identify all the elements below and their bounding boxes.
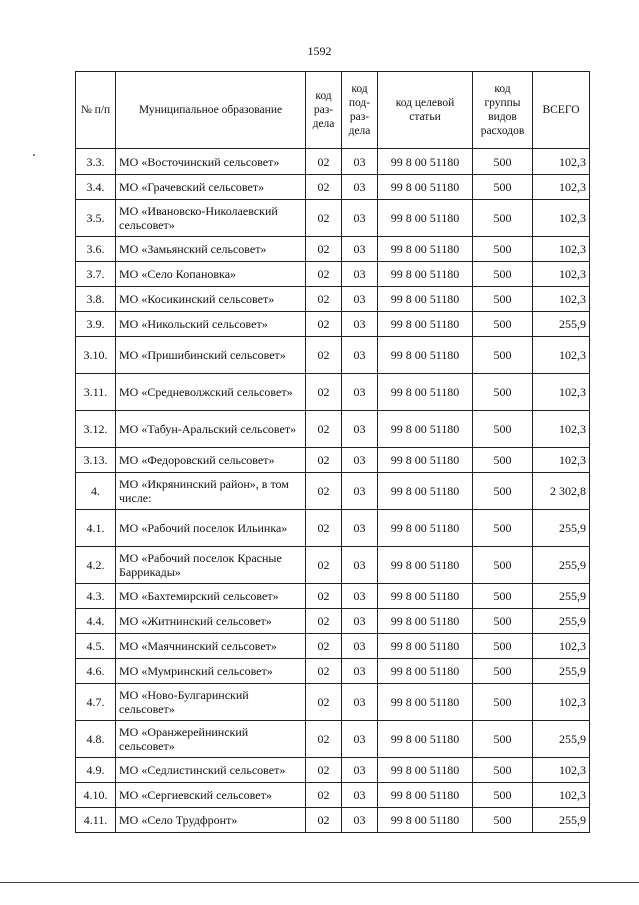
table-row: [76, 175, 590, 200]
row-total: 255,9: [533, 510, 590, 547]
row-subsection: 03: [342, 175, 378, 200]
row-section: 02: [306, 473, 342, 510]
row-num: 3.9.: [76, 312, 116, 337]
row-name: МО «Житнинский сельсовет»: [116, 609, 306, 634]
row-name: МО «Сергиевский сельсовет»: [116, 783, 306, 808]
row-group: 500: [473, 510, 533, 547]
row-target: 99 8 00 51180: [378, 659, 473, 684]
row-name: МО «Средневолжский сельсовет»: [116, 374, 306, 411]
row-total: 102,3: [533, 262, 590, 287]
row-name: МО «Пришибинский сельсовет»: [116, 337, 306, 374]
row-name: МО «Мумринский сельсовет»: [116, 659, 306, 684]
row-subsection: 03: [342, 374, 378, 411]
row-subsection: 03: [342, 337, 378, 374]
header-name: Муниципальное образование: [116, 72, 306, 149]
row-num: 3.5.: [76, 200, 116, 237]
table-row: [76, 473, 590, 510]
row-group: 500: [473, 808, 533, 833]
row-group: 500: [473, 473, 533, 510]
row-target: 99 8 00 51180: [378, 473, 473, 510]
row-name: МО «Восточинский сельсовет»: [116, 149, 306, 175]
table-row: [76, 634, 590, 659]
row-section: 02: [306, 287, 342, 312]
table-row: [76, 200, 590, 237]
row-num: 4.2.: [76, 547, 116, 584]
row-section: 02: [306, 584, 342, 609]
row-name: МО «Икрянинский район», в том числе:: [116, 473, 306, 510]
row-total: 102,3: [533, 237, 590, 262]
row-total: 255,9: [533, 808, 590, 833]
row-section: 02: [306, 262, 342, 287]
row-target: 99 8 00 51180: [378, 312, 473, 337]
row-section: 02: [306, 684, 342, 721]
row-section: 02: [306, 808, 342, 833]
row-subsection: 03: [342, 547, 378, 584]
row-section: 02: [306, 547, 342, 584]
row-group: 500: [473, 262, 533, 287]
row-num: 3.12.: [76, 411, 116, 448]
row-total: 102,3: [533, 200, 590, 237]
row-total: 255,9: [533, 584, 590, 609]
row-subsection: 03: [342, 783, 378, 808]
row-group: 500: [473, 337, 533, 374]
row-target: 99 8 00 51180: [378, 547, 473, 584]
row-num: 3.8.: [76, 287, 116, 312]
row-section: 02: [306, 634, 342, 659]
row-num: 4.: [76, 473, 116, 510]
row-section: 02: [306, 237, 342, 262]
row-name: МО «Село Трудфронт»: [116, 808, 306, 833]
row-num: 3.11.: [76, 374, 116, 411]
row-name: МО «Ивановско-Николаевский сельсовет»: [116, 200, 306, 237]
row-target: 99 8 00 51180: [378, 262, 473, 287]
row-group: 500: [473, 684, 533, 721]
row-group: 500: [473, 411, 533, 448]
row-group: 500: [473, 200, 533, 237]
table-row: [76, 312, 590, 337]
row-name: МО «Рабочий поселок Красные Баррикады»: [116, 547, 306, 584]
table-row: [76, 684, 590, 721]
row-group: 500: [473, 758, 533, 783]
row-name: МО «Ново-Булгаринский сельсовет»: [116, 684, 306, 721]
row-group: 500: [473, 659, 533, 684]
row-num: 4.5.: [76, 634, 116, 659]
row-section: 02: [306, 200, 342, 237]
row-name: МО «Грачевский сельсовет»: [116, 175, 306, 200]
row-total: 102,3: [533, 175, 590, 200]
row-group: 500: [473, 237, 533, 262]
row-subsection: 03: [342, 584, 378, 609]
row-total: 255,9: [533, 609, 590, 634]
row-subsection: 03: [342, 411, 378, 448]
header-section: код раз-дела: [306, 72, 342, 149]
row-group: 500: [473, 312, 533, 337]
row-num: 4.11.: [76, 808, 116, 833]
scan-speck: [33, 154, 35, 156]
row-total: 102,3: [533, 684, 590, 721]
table-row: [76, 237, 590, 262]
row-total: 102,3: [533, 758, 590, 783]
header-total: ВСЕГО: [533, 72, 590, 149]
row-subsection: 03: [342, 609, 378, 634]
row-subsection: 03: [342, 448, 378, 473]
row-subsection: 03: [342, 149, 378, 175]
table-row: [76, 609, 590, 634]
row-subsection: 03: [342, 659, 378, 684]
row-total: 2 302,8: [533, 473, 590, 510]
row-group: 500: [473, 584, 533, 609]
row-total: 255,9: [533, 721, 590, 758]
row-target: 99 8 00 51180: [378, 374, 473, 411]
row-name: МО «Табун-Аральский сельсовет»: [116, 411, 306, 448]
row-section: 02: [306, 175, 342, 200]
row-name: МО «Федоровский сельсовет»: [116, 448, 306, 473]
row-subsection: 03: [342, 473, 378, 510]
row-total: 255,9: [533, 659, 590, 684]
row-num: 4.3.: [76, 584, 116, 609]
row-num: 3.6.: [76, 237, 116, 262]
page-number: 1592: [307, 44, 332, 58]
row-subsection: 03: [342, 510, 378, 547]
row-name: МО «Оранжерейнинский сельсовет»: [116, 721, 306, 758]
row-target: 99 8 00 51180: [378, 783, 473, 808]
row-target: 99 8 00 51180: [378, 634, 473, 659]
row-total: 102,3: [533, 149, 590, 175]
table-row: [76, 584, 590, 609]
row-group: 500: [473, 287, 533, 312]
row-name: МО «Седлистинский сельсовет»: [116, 758, 306, 783]
header-num: № п/п: [76, 72, 116, 149]
row-num: 4.10.: [76, 783, 116, 808]
row-num: 4.4.: [76, 609, 116, 634]
row-name: МО «Бахтемирский сельсовет»: [116, 584, 306, 609]
table-row: [76, 808, 590, 833]
row-target: 99 8 00 51180: [378, 758, 473, 783]
row-num: 4.1.: [76, 510, 116, 547]
row-subsection: 03: [342, 808, 378, 833]
table-row: [76, 262, 590, 287]
row-section: 02: [306, 783, 342, 808]
row-group: 500: [473, 448, 533, 473]
row-total: 102,3: [533, 448, 590, 473]
page-bottom-rule: [0, 882, 639, 883]
table-row: [76, 659, 590, 684]
row-name: МО «Село Копановка»: [116, 262, 306, 287]
row-subsection: 03: [342, 684, 378, 721]
header-group: код группы видов расходов: [473, 72, 533, 149]
table-header-row: [76, 72, 590, 149]
row-subsection: 03: [342, 312, 378, 337]
table-row: [76, 758, 590, 783]
row-target: 99 8 00 51180: [378, 337, 473, 374]
row-group: 500: [473, 721, 533, 758]
row-target: 99 8 00 51180: [378, 721, 473, 758]
table-row: [76, 510, 590, 547]
row-total: 255,9: [533, 312, 590, 337]
table-row: [76, 149, 590, 175]
row-total: 102,3: [533, 634, 590, 659]
row-section: 02: [306, 312, 342, 337]
row-name: МО «Никольский сельсовет»: [116, 312, 306, 337]
row-target: 99 8 00 51180: [378, 609, 473, 634]
row-target: 99 8 00 51180: [378, 448, 473, 473]
row-name: МО «Маячнинский сельсовет»: [116, 634, 306, 659]
row-section: 02: [306, 721, 342, 758]
row-section: 02: [306, 659, 342, 684]
row-num: 4.6.: [76, 659, 116, 684]
row-name: МО «Замьянский сельсовет»: [116, 237, 306, 262]
row-subsection: 03: [342, 287, 378, 312]
row-section: 02: [306, 758, 342, 783]
table-row: [76, 547, 590, 584]
row-num: 3.3.: [76, 149, 116, 175]
row-section: 02: [306, 510, 342, 547]
row-section: 02: [306, 411, 342, 448]
row-target: 99 8 00 51180: [378, 200, 473, 237]
row-section: 02: [306, 448, 342, 473]
row-subsection: 03: [342, 262, 378, 287]
row-group: 500: [473, 634, 533, 659]
row-total: 255,9: [533, 547, 590, 584]
row-section: 02: [306, 609, 342, 634]
row-num: 3.10.: [76, 337, 116, 374]
row-total: 102,3: [533, 287, 590, 312]
row-name: МО «Косикинский сельсовет»: [116, 287, 306, 312]
table-body: [76, 149, 590, 833]
row-target: 99 8 00 51180: [378, 808, 473, 833]
row-num: 4.8.: [76, 721, 116, 758]
row-target: 99 8 00 51180: [378, 411, 473, 448]
row-group: 500: [473, 175, 533, 200]
row-total: 102,3: [533, 337, 590, 374]
row-total: 102,3: [533, 374, 590, 411]
row-subsection: 03: [342, 634, 378, 659]
row-num: 3.13.: [76, 448, 116, 473]
table-row: [76, 448, 590, 473]
row-group: 500: [473, 149, 533, 175]
row-subsection: 03: [342, 721, 378, 758]
table-row: [76, 374, 590, 411]
row-group: 500: [473, 374, 533, 411]
row-num: 4.7.: [76, 684, 116, 721]
table-row: [76, 287, 590, 312]
table-row: [76, 783, 590, 808]
row-num: 3.4.: [76, 175, 116, 200]
row-group: 500: [473, 547, 533, 584]
row-section: 02: [306, 149, 342, 175]
row-subsection: 03: [342, 237, 378, 262]
row-target: 99 8 00 51180: [378, 149, 473, 175]
row-name: МО «Рабочий поселок Ильинка»: [116, 510, 306, 547]
row-subsection: 03: [342, 200, 378, 237]
row-section: 02: [306, 337, 342, 374]
row-num: 3.7.: [76, 262, 116, 287]
table-row: [76, 411, 590, 448]
row-group: 500: [473, 783, 533, 808]
row-target: 99 8 00 51180: [378, 510, 473, 547]
row-target: 99 8 00 51180: [378, 175, 473, 200]
row-total: 102,3: [533, 411, 590, 448]
row-section: 02: [306, 374, 342, 411]
table-row: [76, 721, 590, 758]
row-target: 99 8 00 51180: [378, 584, 473, 609]
header-subsection: код под-раз-дела: [342, 72, 378, 149]
row-target: 99 8 00 51180: [378, 287, 473, 312]
budget-allocation-table: [75, 71, 590, 833]
row-total: 102,3: [533, 783, 590, 808]
row-subsection: 03: [342, 758, 378, 783]
row-group: 500: [473, 609, 533, 634]
row-target: 99 8 00 51180: [378, 684, 473, 721]
row-num: 4.9.: [76, 758, 116, 783]
table-row: [76, 337, 590, 374]
header-target: код целевой статьи: [378, 72, 473, 149]
row-target: 99 8 00 51180: [378, 237, 473, 262]
